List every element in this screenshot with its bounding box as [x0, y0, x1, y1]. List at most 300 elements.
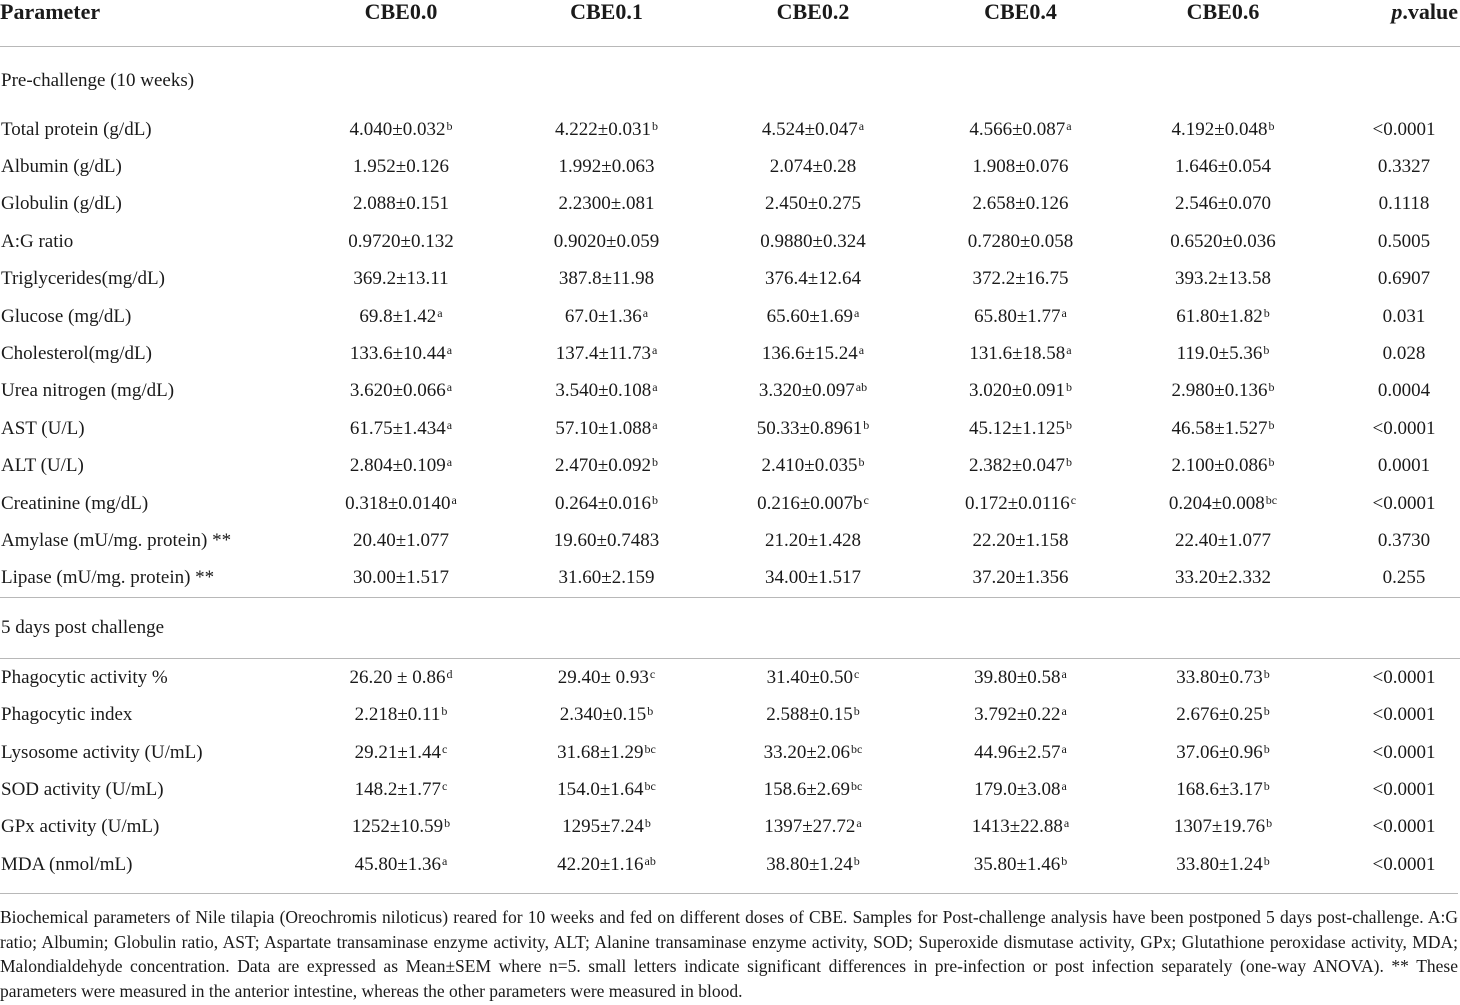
value-mean-sem: 0.7280±0.058: [967, 230, 1074, 252]
significance-letter: c: [863, 492, 869, 507]
value-cell: [510, 111, 703, 148]
value-mean-sem: 158.6±2.69: [763, 778, 851, 800]
table-row: [0, 734, 1460, 771]
header-cbe0-2: CBE0.2: [703, 0, 923, 47]
value-cell: [703, 809, 923, 846]
significance-letter: a: [1061, 778, 1067, 793]
value-cell: [1118, 410, 1328, 447]
value-cell: [923, 148, 1118, 185]
table-row: [0, 111, 1460, 148]
value-cell: [923, 696, 1118, 733]
value-cell: [703, 111, 923, 148]
value-mean-sem: 2.980±0.136: [1171, 380, 1268, 402]
section-title: Pre-challenge (10 weeks): [1, 70, 195, 91]
table-row: [0, 809, 1460, 846]
value-cell: [510, 261, 703, 298]
row-label: Globulin (g/dL): [1, 193, 122, 215]
significance-letter: b: [441, 704, 448, 719]
value-cell: [292, 846, 510, 883]
value-mean-sem: 2.546±0.070: [1175, 193, 1271, 215]
row-label: Amylase (mU/mg. protein) **: [1, 529, 232, 551]
significance-letter: b: [1263, 741, 1270, 756]
value-mean-sem: 2.382±0.047: [969, 455, 1065, 477]
value-cell: [1118, 335, 1328, 372]
row-label: Albumin (g/dL): [1, 156, 122, 178]
value-cell: [292, 522, 510, 559]
value-cell: [510, 560, 703, 598]
row-label: Lipase (mU/mg. protein) **: [1, 567, 215, 589]
value-mean-sem: 2.450±0.275: [765, 193, 861, 215]
significance-letter: b: [853, 853, 860, 868]
row-label: Triglycerides(mg/dL): [1, 268, 165, 290]
value-cell: [1118, 261, 1328, 298]
significance-letter: b: [1266, 816, 1273, 831]
value-cell: [1118, 734, 1328, 771]
value-cell: [510, 659, 703, 697]
value-mean-sem: 0.9880±0.324: [760, 230, 866, 252]
value-mean-sem: 119.0±5.36: [1176, 343, 1263, 365]
significance-letter: a: [651, 343, 658, 358]
value-cell: [510, 734, 703, 771]
table-row: [0, 659, 1460, 697]
significance-letter: a: [451, 492, 457, 507]
value-cell: [923, 771, 1118, 808]
value-mean-sem: 3.792±0.22: [974, 704, 1061, 726]
significance-letter: a: [1066, 343, 1072, 358]
value-cell: [510, 298, 703, 335]
table-row: [0, 560, 1460, 598]
value-mean-sem: 69.8±1.42: [359, 305, 437, 327]
significance-letter: bc: [851, 778, 863, 793]
significance-letter: bc: [851, 741, 863, 756]
value-cell: [1118, 111, 1328, 148]
value-cell: [292, 560, 510, 598]
value-mean-sem: 4.192±0.048: [1171, 118, 1268, 140]
value-mean-sem: 0.264±0.016: [555, 492, 651, 514]
table-row: [0, 410, 1460, 447]
value-mean-sem: 29.21±1.44: [354, 741, 442, 763]
row-label: Creatinine (mg/dL): [1, 492, 149, 514]
value-mean-sem: 3.620±0.066: [349, 380, 446, 402]
value-mean-sem: 34.00±1.517: [765, 567, 861, 589]
value-mean-sem: 61.75±1.434: [349, 417, 446, 439]
row-label: Total protein (g/dL): [1, 118, 152, 140]
table-row: [0, 148, 1460, 185]
header-parameter: Parameter: [0, 0, 292, 47]
section-title: 5 days post challenge: [0, 598, 1460, 659]
row-label: Glucose (mg/dL): [1, 305, 132, 327]
value-cell: [923, 111, 1118, 148]
significance-letter: b: [644, 816, 651, 831]
row-label: A:G ratio: [1, 230, 74, 252]
p-value-cell: 0.0004: [1377, 380, 1431, 402]
table-footnote: Biochemical parameters of Nile tilapia (Oreochromis niloticus) reared for 10 weeks and fed on different doses of CBE. Samples for Post-challenge analysis have been postponed 5 days post-challenge. A:G ratio; Albumin; Globulin ratio, AST; Aspartate transaminase enzyme activity, ALT; Alanine transaminase enzyme activity, SOD; Superoxide dismutase activity, GPx; Glutathione peroxidase activity, MDA; Malondialdehyde concentration. Data are expressed as Mean±SEM where n=5. small letters indicate significant differences in pre-infection or post infection separately (one-way ANOVA). ** These parameters were measured in the anterior intestine, whereas the other parameters were measured in blood.: [0, 893, 1458, 1003]
value-cell: [923, 522, 1118, 559]
value-mean-sem: 2.588±0.15: [766, 704, 853, 726]
value-cell: [1118, 448, 1328, 485]
value-mean-sem: 1.992±0.063: [558, 156, 655, 178]
value-mean-sem: 31.40±0.50: [766, 666, 854, 688]
row-label: Lysosome activity (U/mL): [1, 741, 203, 763]
value-mean-sem: 22.40±1.077: [1175, 529, 1271, 551]
significance-letter: c: [854, 666, 860, 681]
value-mean-sem: 31.68±1.29: [557, 741, 644, 763]
value-cell: [923, 734, 1118, 771]
value-mean-sem: 0.6520±0.036: [1170, 230, 1276, 252]
value-mean-sem: 376.4±12.64: [765, 268, 861, 290]
p-value-cell: 0.5005: [1377, 230, 1431, 252]
value-cell: [1118, 771, 1328, 808]
value-mean-sem: 65.80±1.77: [974, 305, 1061, 327]
value-cell: [1118, 148, 1328, 185]
table-row: [0, 261, 1460, 298]
row-label: Phagocytic index: [1, 704, 133, 726]
significance-letter: c: [649, 666, 656, 681]
value-cell: [1118, 659, 1328, 697]
table-row: [0, 373, 1460, 410]
value-mean-sem: 37.06±0.96: [1176, 741, 1263, 763]
row-label: MDA (nmol/mL): [1, 853, 133, 875]
value-mean-sem: 0.216±0.007b: [757, 492, 863, 514]
significance-letter: a: [1066, 118, 1072, 133]
value-mean-sem: 2.658±0.126: [972, 193, 1069, 215]
value-cell: [292, 485, 510, 522]
value-cell: [703, 298, 923, 335]
significance-letter: b: [1268, 118, 1275, 133]
value-mean-sem: 0.9020±0.059: [553, 230, 660, 252]
value-cell: [510, 696, 703, 733]
value-cell: [292, 148, 510, 185]
value-mean-sem: 57.10±1.088: [555, 417, 652, 439]
value-mean-sem: 1252±10.59: [351, 816, 444, 838]
value-mean-sem: 2.088±0.151: [353, 193, 449, 215]
value-mean-sem: 387.8±11.98: [558, 268, 655, 290]
value-cell: [292, 373, 510, 410]
value-mean-sem: 0.318±0.0140: [345, 492, 451, 514]
value-mean-sem: 42.20±1.16: [557, 853, 644, 875]
value-cell: [510, 771, 703, 808]
value-cell: [703, 696, 923, 733]
significance-letter: a: [1061, 704, 1067, 719]
value-cell: [923, 298, 1118, 335]
significance-letter: b: [1065, 417, 1072, 432]
value-cell: [292, 809, 510, 846]
table-row: [0, 485, 1460, 522]
p-value-cell: <0.0001: [1372, 417, 1436, 439]
value-mean-sem: 35.80±1.46: [973, 853, 1061, 875]
value-mean-sem: 44.96±2.57: [974, 741, 1061, 763]
value-cell: [1118, 522, 1328, 559]
significance-letter: a: [1063, 816, 1070, 831]
value-cell: [703, 485, 923, 522]
p-value-cell: 0.6907: [1377, 268, 1431, 290]
value-cell: [923, 809, 1118, 846]
header-cbe0-0: CBE0.0: [292, 0, 510, 47]
value-mean-sem: 3.320±0.097: [758, 380, 855, 402]
value-cell: [292, 734, 510, 771]
significance-letter: bc: [644, 778, 656, 793]
significance-letter: a: [442, 853, 448, 868]
value-mean-sem: 33.80±0.73: [1176, 666, 1263, 688]
value-mean-sem: 29.40± 0.93: [557, 666, 649, 688]
value-cell: [703, 148, 923, 185]
significance-letter: a: [446, 455, 453, 470]
significance-letter: a: [1061, 741, 1067, 756]
table-row: [0, 186, 1460, 223]
header-cbe0-4: CBE0.4: [923, 0, 1118, 47]
significance-letter: b: [1263, 666, 1270, 681]
header-cbe0-1: CBE0.1: [510, 0, 703, 47]
value-cell: [703, 522, 923, 559]
value-cell: [1118, 298, 1328, 335]
value-cell: [923, 485, 1118, 522]
value-mean-sem: 61.80±1.82: [1176, 305, 1263, 327]
value-cell: [292, 111, 510, 148]
value-cell: [923, 410, 1118, 447]
value-cell: [292, 410, 510, 447]
significance-letter: b: [1061, 853, 1068, 868]
table-header-row: [0, 0, 1460, 47]
value-cell: [703, 335, 923, 372]
significance-letter: b: [1263, 778, 1270, 793]
value-mean-sem: 2.410±0.035: [761, 455, 858, 477]
value-cell: [923, 846, 1118, 883]
p-value-cell: 0.3327: [1377, 156, 1431, 178]
significance-letter: b: [1268, 380, 1275, 395]
significance-letter: b: [1263, 704, 1270, 719]
value-mean-sem: 1397±27.72: [764, 816, 856, 838]
value-mean-sem: 19.60±0.7483: [553, 529, 660, 551]
value-mean-sem: 154.0±1.64: [557, 778, 644, 800]
value-cell: [510, 809, 703, 846]
significance-letter: a: [446, 417, 453, 432]
value-cell: [923, 261, 1118, 298]
value-mean-sem: 3.540±0.108: [555, 380, 652, 402]
significance-letter: c: [1070, 492, 1077, 507]
value-mean-sem: 2.100±0.086: [1171, 455, 1268, 477]
value-mean-sem: 26.20 ± 0.86: [349, 666, 446, 688]
value-cell: [292, 696, 510, 733]
significance-letter: b: [647, 704, 654, 719]
value-mean-sem: 0.204±0.008: [1168, 492, 1265, 514]
value-mean-sem: 45.12±1.125: [969, 417, 1065, 439]
value-mean-sem: 0.9720±0.132: [348, 230, 454, 252]
value-cell: [703, 734, 923, 771]
header-p-value-rest: .value: [1402, 0, 1458, 24]
significance-letter: ab: [644, 853, 656, 868]
significance-letter: a: [1061, 666, 1067, 681]
value-mean-sem: 33.20±2.332: [1175, 567, 1271, 589]
value-mean-sem: 4.222±0.031: [555, 118, 651, 140]
value-mean-sem: 20.40±1.077: [353, 529, 449, 551]
value-cell: [1118, 560, 1328, 598]
table-row: [0, 846, 1460, 883]
significance-letter: ab: [855, 380, 868, 395]
table-row: [0, 335, 1460, 372]
value-mean-sem: 2.676±0.25: [1176, 704, 1263, 726]
value-cell: [703, 659, 923, 697]
significance-letter: a: [446, 380, 453, 395]
value-cell: [510, 335, 703, 372]
value-mean-sem: 31.60±2.159: [558, 567, 655, 589]
row-label: SOD activity (U/mL): [1, 778, 164, 800]
value-mean-sem: 136.6±15.24: [761, 343, 858, 365]
value-mean-sem: 50.33±0.8961: [756, 417, 863, 439]
value-mean-sem: 393.2±13.58: [1175, 268, 1271, 290]
row-label: GPx activity (U/mL): [1, 816, 160, 838]
value-mean-sem: 4.040±0.032: [349, 118, 446, 140]
value-cell: [923, 659, 1118, 697]
value-cell: [923, 560, 1118, 598]
p-value-cell: 0.0001: [1377, 455, 1431, 477]
header-cbe0-6: CBE0.6: [1118, 0, 1328, 47]
row-label: ALT (U/L): [1, 455, 84, 477]
row-label: AST (U/L): [1, 417, 85, 439]
value-cell: [923, 448, 1118, 485]
p-value-cell: <0.0001: [1372, 666, 1436, 688]
value-cell: [703, 410, 923, 447]
value-cell: [703, 846, 923, 883]
p-value-cell: 0.255: [1382, 567, 1426, 589]
value-mean-sem: 38.80±1.24: [766, 853, 853, 875]
value-mean-sem: 33.20±2.06: [763, 741, 851, 763]
p-value-cell: <0.0001: [1372, 816, 1436, 838]
value-cell: [703, 186, 923, 223]
value-mean-sem: 1413±22.88: [971, 816, 1063, 838]
value-cell: [510, 148, 703, 185]
significance-letter: b: [1065, 380, 1072, 395]
significance-letter: bc: [644, 741, 656, 756]
value-mean-sem: 67.0±1.36: [564, 305, 642, 327]
value-cell: [1118, 186, 1328, 223]
significance-letter: a: [1061, 305, 1067, 320]
header-p-value-italic: p: [1391, 0, 1403, 24]
significance-letter: a: [437, 305, 443, 320]
significance-letter: b: [446, 118, 453, 133]
significance-letter: bc: [1265, 492, 1278, 507]
value-mean-sem: 30.00±1.517: [353, 567, 449, 589]
value-mean-sem: 179.0±3.08: [974, 778, 1061, 800]
value-mean-sem: 1.952±0.126: [353, 156, 449, 178]
value-mean-sem: 372.2±16.75: [972, 268, 1069, 290]
table-row: [0, 448, 1460, 485]
value-mean-sem: 1.646±0.054: [1175, 156, 1271, 178]
p-value-cell: 0.031: [1382, 305, 1426, 327]
value-cell: [510, 448, 703, 485]
p-value-cell: <0.0001: [1372, 118, 1436, 140]
value-mean-sem: 45.80±1.36: [354, 853, 442, 875]
table-row: [0, 696, 1460, 733]
value-cell: [1118, 846, 1328, 883]
value-mean-sem: 4.524±0.047: [761, 118, 858, 140]
p-value-cell: 0.028: [1382, 343, 1426, 365]
value-cell: [292, 771, 510, 808]
value-mean-sem: 2.470±0.092: [555, 455, 651, 477]
value-cell: [510, 186, 703, 223]
value-cell: [923, 335, 1118, 372]
value-cell: [292, 659, 510, 697]
value-mean-sem: 21.20±1.428: [765, 529, 861, 551]
value-cell: [703, 560, 923, 598]
significance-letter: a: [856, 816, 862, 831]
value-mean-sem: 33.80±1.24: [1176, 853, 1263, 875]
value-mean-sem: 39.80±0.58: [974, 666, 1061, 688]
value-mean-sem: 4.566±0.087: [969, 118, 1066, 140]
value-cell: [292, 223, 510, 260]
value-cell: [510, 373, 703, 410]
significance-letter: b: [444, 816, 451, 831]
value-cell: [510, 522, 703, 559]
significance-letter: b: [1268, 417, 1275, 432]
header-p-value: [1328, 0, 1460, 47]
value-cell: [292, 298, 510, 335]
significance-letter: b: [1065, 455, 1072, 470]
value-cell: [510, 846, 703, 883]
table-body: [0, 47, 1460, 884]
significance-letter: b: [1268, 455, 1275, 470]
value-mean-sem: 137.4±11.73: [555, 343, 651, 365]
value-cell: [703, 448, 923, 485]
value-mean-sem: 0.172±0.0116: [964, 492, 1070, 514]
value-cell: [1118, 373, 1328, 410]
value-cell: [923, 186, 1118, 223]
value-mean-sem: 133.6±10.44: [349, 343, 446, 365]
value-mean-sem: 2.2300±.081: [558, 193, 655, 215]
row-label: Urea nitrogen (mg/dL): [1, 380, 175, 402]
value-mean-sem: 369.2±13.11: [353, 268, 449, 290]
significance-letter: c: [442, 778, 448, 793]
value-mean-sem: 2.804±0.109: [349, 455, 446, 477]
significance-letter: b: [853, 704, 860, 719]
significance-letter: d: [446, 666, 453, 681]
value-cell: [703, 771, 923, 808]
value-cell: [510, 485, 703, 522]
section-row: [0, 47, 1460, 112]
table-row: [0, 771, 1460, 808]
value-mean-sem: 168.6±3.17: [1176, 778, 1263, 800]
value-cell: [703, 223, 923, 260]
significance-letter: b: [651, 492, 658, 507]
significance-letter: b: [858, 455, 865, 470]
p-value-cell: 0.3730: [1377, 529, 1431, 551]
value-cell: [292, 335, 510, 372]
row-label: Phagocytic activity %: [1, 666, 168, 688]
value-mean-sem: 37.20±1.356: [972, 567, 1069, 589]
significance-letter: a: [642, 305, 649, 320]
value-mean-sem: 65.60±1.69: [766, 305, 854, 327]
table-row: [0, 298, 1460, 335]
significance-letter: b: [1263, 305, 1270, 320]
value-cell: [703, 373, 923, 410]
value-mean-sem: 2.340±0.15: [559, 704, 647, 726]
p-value-cell: <0.0001: [1372, 853, 1436, 875]
significance-letter: a: [858, 118, 865, 133]
value-cell: [1118, 809, 1328, 846]
value-mean-sem: 1295±7.24: [562, 816, 644, 838]
significance-letter: a: [854, 305, 860, 320]
value-mean-sem: 1307±19.76: [1173, 816, 1266, 838]
row-label: Cholesterol(mg/dL): [1, 343, 152, 365]
table-row: [0, 223, 1460, 260]
section-row: [0, 598, 1460, 659]
value-cell: [292, 448, 510, 485]
value-mean-sem: 3.020±0.091: [969, 380, 1065, 402]
value-cell: [510, 410, 703, 447]
significance-letter: a: [858, 343, 865, 358]
value-mean-sem: 131.6±18.58: [969, 343, 1066, 365]
significance-letter: b: [863, 417, 870, 432]
significance-letter: c: [442, 741, 448, 756]
